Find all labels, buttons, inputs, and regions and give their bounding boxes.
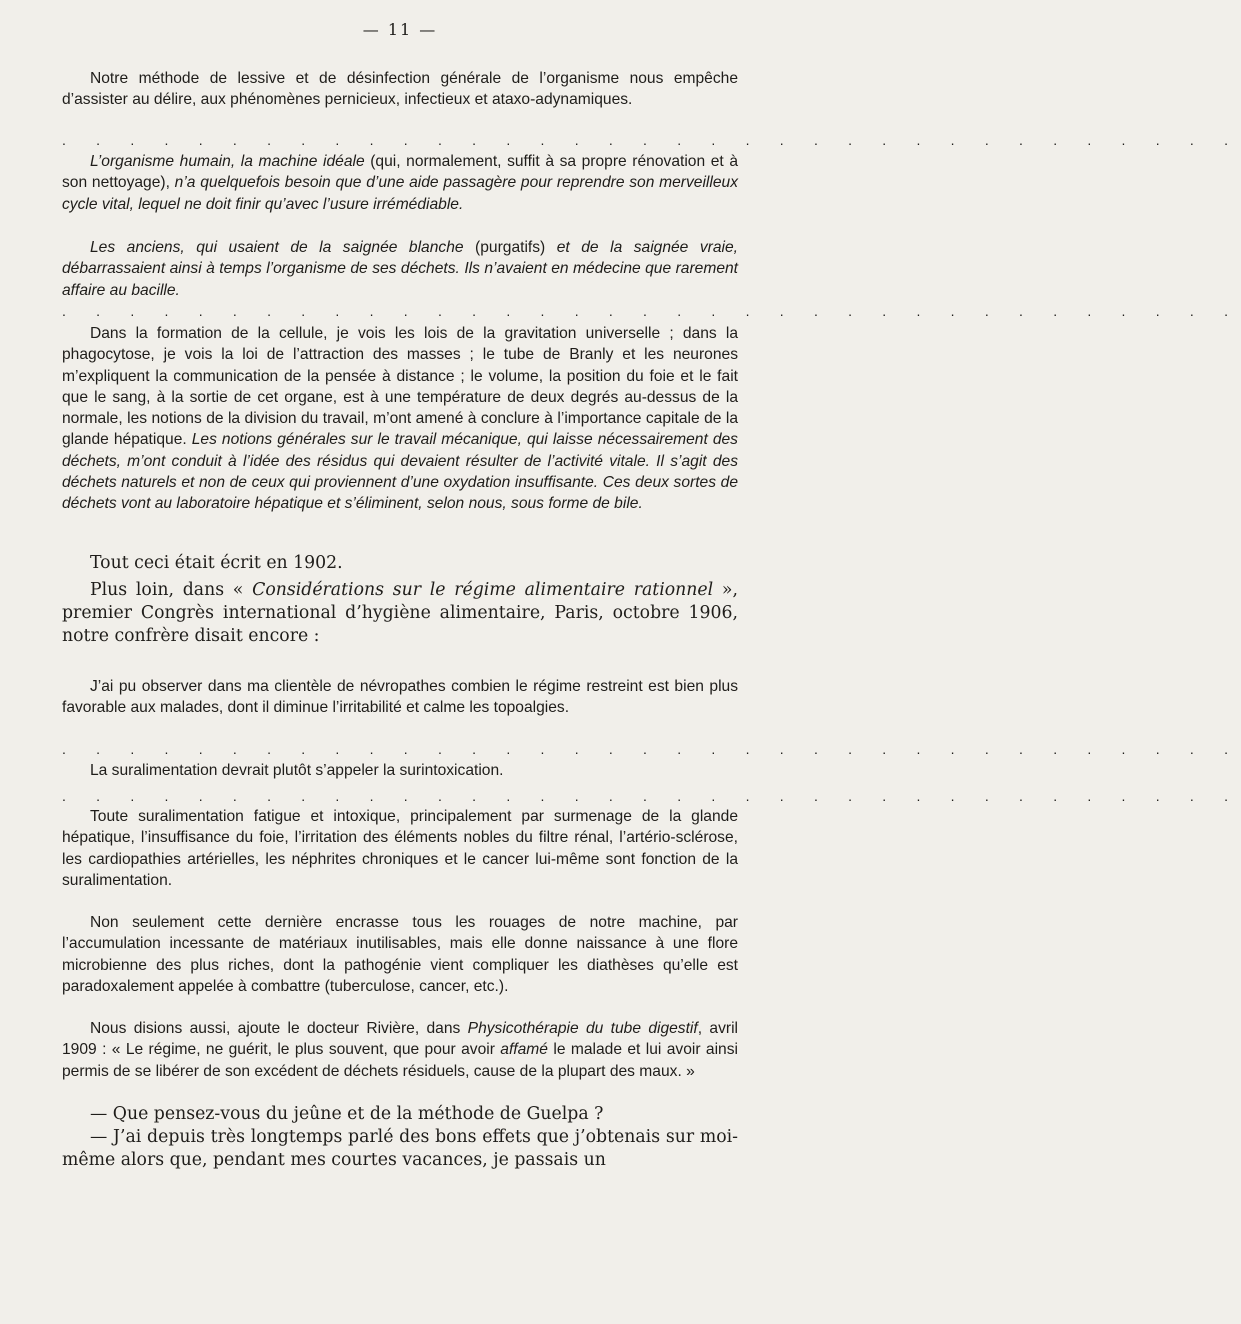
paragraph-suralimentation: La suralimentation devrait plutôt s’appeler la surintoxication. — [90, 762, 504, 779]
ellipsis-row: . . . . . . . . . . . . . . . . . . . . . . . . . . . . . . . . . . . — [62, 741, 1241, 757]
paragraph-organism: L’organisme humain, la machine idéale (qui, normalement, suffit à sa propre rénovation et à son nettoyage), n’a quelquefois besoin que d’une aide passagère pour reprendre son merveilleux cycle vital, lequel ne doit finir qu’avec l’usure irrémédiable. — [62, 153, 738, 213]
paragraph-question: — Que pensez-vous du jeûne et de la méthode de Guelpa ? — [90, 1104, 604, 1124]
paragraph-encrasse: Non seulement cette dernière encrasse tous les rouages de notre machine, par l’accumulation incessante de matériaux inutilisables, mais elle donne naissance à une flore microbienne des plus riches, dont la pathogénie vient compliquer les diathèses qu’elle est paradoxalement appelée à combattre (tuberculose, cancer, etc.). — [62, 914, 738, 995]
ellipsis-row: . . . . . . . . . . . . . . . . . . . . . . . . . . . . . . . . . . . — [62, 303, 1241, 319]
page-number: — 11 — — [362, 20, 438, 39]
ellipsis-row: . . . . . . . . . . . . . . . . . . . . . . . . . . . . . . . . . . . — [62, 788, 1241, 804]
paragraph-intoxique: Toute suralimentation fatigue et intoxique, principalement par surmenage de la glande hépatique, l’insuffisance du foie, l’irritation des éléments nobles du filtre rénal, l’artério-sclérose, les cardiopathies artérielles, les néphrites chroniques et le cancer lui-même sont fonction de la suralimentation. — [62, 808, 738, 889]
paragraph-answer: — J’ai depuis très longtemps parlé des bons effets que j’obtenais sur moi-même alors que, pendant mes courtes vacances, je passais un — [62, 1127, 738, 1170]
paragraph-ancients: Les anciens, qui usaient de la saignée blanche (purgatifs) et de la saignée vraie, débarrassaient ainsi à temps l’organisme de ses déchets. Ils n’avaient en médecine que rarement affaire au bacille. — [62, 239, 738, 299]
paragraph-cellule: Dans la formation de la cellule, je vois les lois de la gravitation universelle ; dans la phagocytose, je vois la loi de l’attraction des masses ; le tube de Branly et les neurones m’expliquent la communication de la pensée à distance ; le volume, la position du foie et le fait que le sang, à la sortie de cet organe, est à une température de deux degrés au-dessus de la normale, les notions de la division du travail, m’ont amené à conclure à l’importance capitale de la glande hépatique. Les notions générales sur le travail mécanique, qui laisse nécessairement des déchets, m’ont conduit à l’idée des résidus qui devaient résulter de l’activité vitale. Il s’agit des déchets naturels et non de ceux qui proviennent d’une oxydation insuffisante. Ces deux sortes de déchets vont au laboratoire hépatique et s’éliminent, selon nous, sous forme de bile. — [62, 325, 738, 513]
paragraph-1902: Tout ceci était écrit en 1902. — [90, 553, 343, 573]
paragraph-riviere: Nous disions aussi, ajoute le docteur Rivière, dans Physicothérapie du tube digestif, avril 1909 : « Le régime, ne guérit, le plus souvent, que pour avoir affamé le malade et lui avoir ainsi permis de se libérer de son excédent de déchets résiduels, cause de la plupart des maux. » — [62, 1020, 738, 1080]
paragraph-congres: Plus loin, dans « Considérations sur le régime alimentaire rationnel », premier Congrès international d’hygiène alimentaire, Paris, octobre 1906, notre confrère disait encore : — [62, 580, 738, 646]
paragraph-nevropathes: J’ai pu observer dans ma clientèle de névropathes combien le régime restreint est bien plus favorable aux malades, dont il diminue l’irritabilité et calme les topoalgies. — [62, 678, 738, 717]
ellipsis-row: . . . . . . . . . . . . . . . . . . . . . . . . . . . . . . . . . . . — [62, 132, 1241, 148]
paragraph-method: Notre méthode de lessive et de désinfection générale de l’organisme nous empêche d’assister au délire, aux phénomènes pernicieux, infectieux et ataxo-adynamiques. — [62, 70, 738, 109]
